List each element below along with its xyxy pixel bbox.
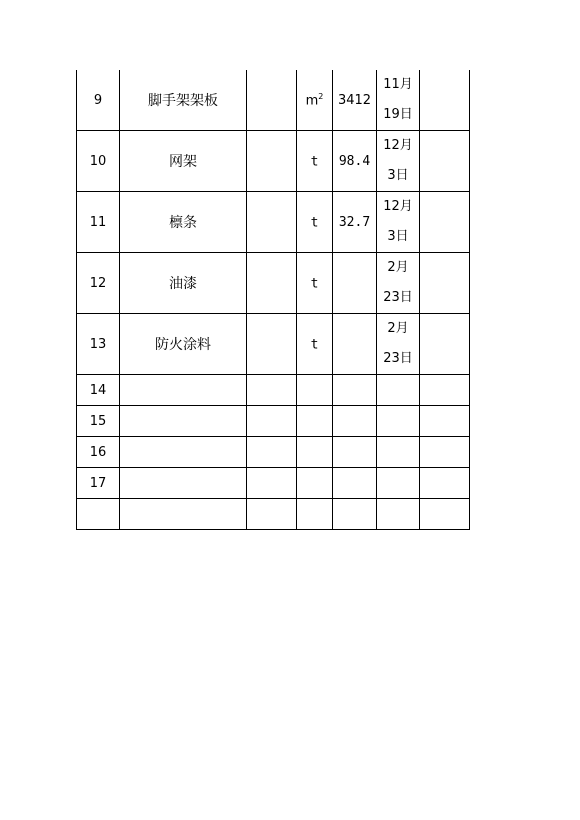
remark-cell <box>420 314 470 375</box>
table-row <box>77 437 470 468</box>
row-number-cell: 13 <box>77 314 120 375</box>
row-number-cell: 16 <box>77 437 120 468</box>
unit-cell <box>297 468 333 499</box>
table-row <box>77 131 470 192</box>
unit-cell <box>297 253 333 314</box>
spec-cell <box>247 499 297 530</box>
quantity-cell: 3412 <box>333 70 377 131</box>
date-month: 11月 <box>383 77 413 92</box>
remark-cell <box>420 437 470 468</box>
spec-cell <box>247 131 297 192</box>
unit-superscript: 2 <box>318 91 324 101</box>
row-number-cell <box>77 499 120 530</box>
table-row <box>77 375 470 406</box>
material-name-cell: 防火涂料 <box>120 314 247 375</box>
material-name-cell <box>120 499 247 530</box>
spec-cell <box>247 375 297 406</box>
material-name-cell: 网架 <box>120 131 247 192</box>
unit-text: t <box>310 276 319 292</box>
date-cell <box>377 406 420 437</box>
material-name-cell <box>120 406 247 437</box>
unit-cell <box>297 406 333 437</box>
row-number-cell: 10 <box>77 131 120 192</box>
remark-cell <box>420 70 470 131</box>
date-cell <box>377 314 420 375</box>
date-cell <box>377 499 420 530</box>
unit-cell <box>297 70 333 131</box>
unit-text: t <box>310 215 319 231</box>
table-row <box>77 70 470 131</box>
row-number-cell: 14 <box>77 375 120 406</box>
spec-cell <box>247 406 297 437</box>
table-row <box>77 468 470 499</box>
material-name-cell <box>120 468 247 499</box>
material-name-cell: 脚手架架板 <box>120 70 247 131</box>
table-row <box>77 314 470 375</box>
unit-cell <box>297 192 333 253</box>
date-cell <box>377 375 420 406</box>
material-schedule-table <box>76 70 470 530</box>
material-name-cell: 油漆 <box>120 253 247 314</box>
spec-cell <box>247 437 297 468</box>
row-number-cell: 11 <box>77 192 120 253</box>
date-day: 3日 <box>387 229 409 244</box>
date-cell <box>377 70 420 131</box>
date-day: 23日 <box>383 351 413 366</box>
material-name-cell <box>120 437 247 468</box>
date-month: 2月 <box>387 260 409 275</box>
date-month: 12月 <box>383 199 413 214</box>
date-month: 2月 <box>387 321 409 336</box>
quantity-cell: 98.4 <box>333 131 377 192</box>
date-cell <box>377 253 420 314</box>
material-name-cell: 檩条 <box>120 192 247 253</box>
date-cell <box>377 192 420 253</box>
date-cell <box>377 468 420 499</box>
remark-cell <box>420 192 470 253</box>
row-number-cell: 12 <box>77 253 120 314</box>
remark-cell <box>420 253 470 314</box>
date-cell <box>377 437 420 468</box>
unit-cell <box>297 437 333 468</box>
material-name-cell <box>120 375 247 406</box>
quantity-cell <box>333 406 377 437</box>
date-day: 19日 <box>383 107 413 122</box>
unit-cell <box>297 314 333 375</box>
remark-cell <box>420 375 470 406</box>
table-row <box>77 499 470 530</box>
unit-text: m <box>305 93 319 109</box>
quantity-cell <box>333 375 377 406</box>
quantity-cell <box>333 468 377 499</box>
date-month: 12月 <box>383 138 413 153</box>
unit-text: t <box>310 154 319 170</box>
row-number-cell: 17 <box>77 468 120 499</box>
spec-cell <box>247 314 297 375</box>
quantity-cell <box>333 253 377 314</box>
row-number-cell: 15 <box>77 406 120 437</box>
spec-cell <box>247 253 297 314</box>
spec-cell <box>247 468 297 499</box>
remark-cell <box>420 131 470 192</box>
spec-cell <box>247 192 297 253</box>
remark-cell <box>420 468 470 499</box>
date-day: 3日 <box>387 168 409 183</box>
quantity-cell <box>333 314 377 375</box>
unit-text: t <box>310 337 319 353</box>
quantity-cell: 32.7 <box>333 192 377 253</box>
unit-cell <box>297 131 333 192</box>
table-row <box>77 192 470 253</box>
spec-cell <box>247 70 297 131</box>
date-day: 23日 <box>383 290 413 305</box>
unit-cell <box>297 375 333 406</box>
quantity-cell <box>333 499 377 530</box>
remark-cell <box>420 406 470 437</box>
unit-cell <box>297 499 333 530</box>
quantity-cell <box>333 437 377 468</box>
remark-cell <box>420 499 470 530</box>
date-cell <box>377 131 420 192</box>
table-row <box>77 253 470 314</box>
table-row <box>77 406 470 437</box>
row-number-cell: 9 <box>77 70 120 131</box>
